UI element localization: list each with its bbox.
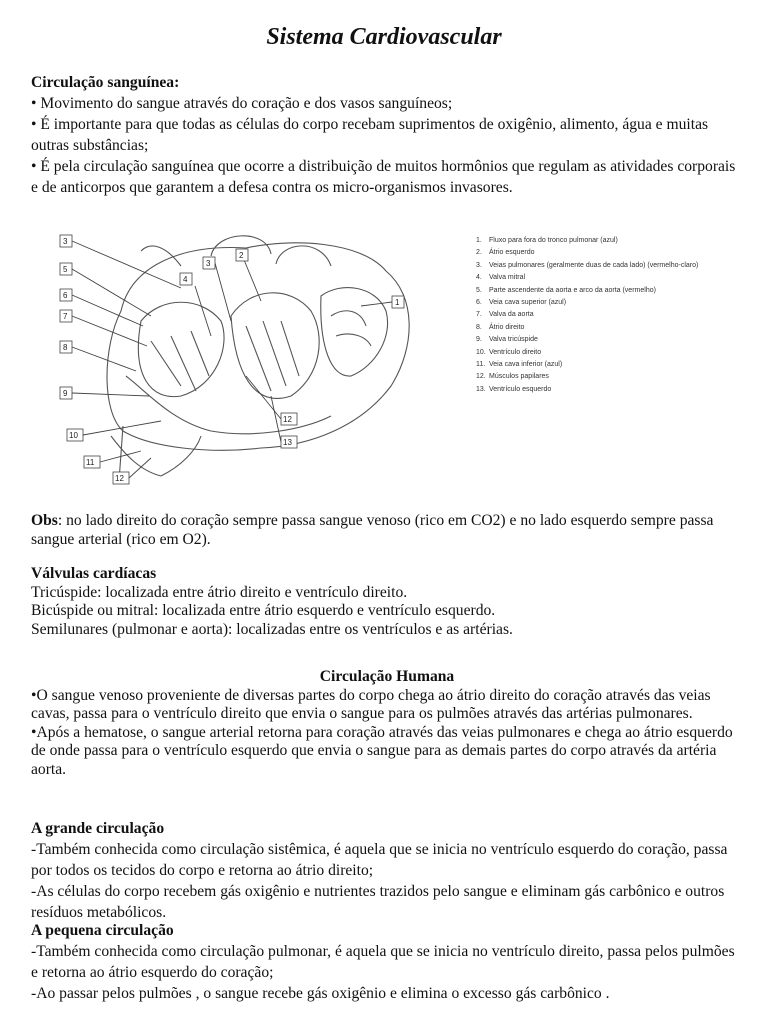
callout-label [60, 289, 72, 301]
legend-item [476, 359, 736, 371]
svg-text:12: 12 [115, 474, 124, 483]
svg-text:4: 4 [183, 275, 188, 284]
legend-item [476, 334, 736, 346]
svg-text:1: 1 [395, 298, 400, 307]
svg-text:2: 2 [239, 251, 244, 260]
legend-text: Valva mitral [489, 274, 526, 282]
callout-label [236, 249, 248, 261]
valve-line: Semilunares (pulmonar e aorta): localizadas entre os ventrículos e as artérias. [31, 620, 513, 638]
callout-label [84, 456, 100, 468]
callout-label [60, 235, 72, 247]
legend-text: Átrio direito [489, 323, 525, 331]
systemic-circulation-section [31, 818, 743, 923]
legend-item [476, 235, 736, 247]
systemic-heading: A grande circulação [31, 820, 165, 837]
legend-text: Veias pulmonares (geralmente duas de cada lado) (vermelho-claro) [489, 261, 699, 269]
callout-leader-lines [72, 241, 392, 478]
circulation-bullet: • É importante para que todas as células do corpo recebam suprimentos de oxigênio, alimento, água e muitas outras substâncias; [31, 116, 709, 154]
valve-line: Bicúspide ou mitral: localizada entre átrio esquerdo e ventrículo esquerdo. [31, 602, 496, 619]
svg-text:12: 12 [283, 415, 292, 424]
circulation-bullet: • É pela circulação sanguínea que ocorre a distribuição de muitos hormônios que regulam as atividades corporais e de anticorpos que garantem a defesa contra os micro-organismos invasores. [31, 158, 736, 196]
valves-section [31, 565, 743, 639]
pulmonary-heading: A pequena circulação [31, 922, 174, 939]
callout-label [203, 257, 215, 269]
callout-label [60, 263, 72, 275]
callout-label [67, 429, 83, 441]
svg-text:3: 3 [63, 237, 68, 246]
callout-label [392, 296, 404, 308]
legend-text: 1. [476, 237, 482, 244]
legend-item [476, 247, 736, 259]
heart-illustration [107, 236, 409, 481]
obs-text: : no lado direito do coração sempre passa sangue venoso (rico em CO2) e no lado esquerdo sempre passa sangue arterial (rico em O2). [31, 512, 714, 548]
callout-label [60, 341, 72, 353]
svg-text:5: 5 [63, 265, 68, 274]
legend-text: Valva da aorta [489, 311, 534, 319]
callout-label [113, 472, 129, 484]
systemic-line: -As células do corpo recebem gás oxigênio e nutrientes trazidos pelo sangue e eliminam gás carbônico e outros resíduos metabólicos. [31, 883, 725, 921]
obs-paragraph [31, 512, 743, 549]
svg-text:8: 8 [63, 343, 68, 352]
circulation-heading: Circulação sanguínea: [31, 74, 180, 91]
circulation-bullet: • Movimento do sangue através do coração e dos vasos sanguíneos; [31, 95, 453, 112]
svg-text:3: 3 [206, 259, 211, 268]
legend-item [476, 347, 736, 359]
systemic-line: -Também conhecida como circulação sistêmica, é aquela que se inicia no ventrículo esquerdo do coração, passa por todos os tecidos do corpo e retorna ao átrio direito; [31, 841, 728, 879]
legend-text: Fluxo para fora do tronco pulmonar (azul) [489, 237, 618, 244]
valve-line: Tricúspide: localizada entre átrio direito e ventrículo direito. [31, 583, 408, 601]
valves-heading: Válvulas cardíacas [31, 565, 157, 582]
circulation-section [31, 72, 743, 198]
svg-text:9: 9 [63, 389, 68, 398]
callout-label [60, 310, 72, 322]
callout-label [281, 413, 297, 425]
legend-item [476, 322, 736, 334]
legend-item [476, 297, 736, 309]
pulmonary-line: -Ao passar pelos pulmões , o sangue recebe gás oxigênio e elimina o excesso gás carbônico . [31, 985, 610, 1002]
human-circulation-heading: Circulação Humana [319, 668, 455, 685]
human-circulation-paragraph: •O sangue venoso proveniente de diversas partes do corpo chega ao átrio direito do coração através das veias cavas, passa para o ventrículo direito que envia o sangue para os pulmões através das artérias pulmonares. [31, 686, 711, 722]
legend-text: Ventrículo direito [489, 348, 542, 356]
legend-text: 12. [476, 373, 486, 381]
legend-item [476, 285, 736, 297]
svg-text:6: 6 [63, 291, 68, 300]
legend-text: 11. [476, 361, 486, 369]
legend-text: 10. [476, 348, 486, 356]
legend-text: 6. [476, 299, 482, 307]
legend-item [476, 260, 736, 272]
legend-text: 7. [476, 311, 482, 319]
legend-text: 9. [476, 336, 482, 344]
legend-item [476, 384, 736, 396]
human-circulation-paragraph: •Após a hematose, o sangue arterial retorna para coração através das veias pulmonares e chega ao átrio esquerdo de onde passa para o ventrículo esquerdo que envia o sangue para as demais partes do corpo através da artéria aorta. [31, 723, 733, 778]
legend-text: Ventrículo esquerdo [489, 385, 552, 393]
obs-label: Obs [31, 512, 58, 529]
legend-item [476, 309, 736, 321]
pulmonary-line: -Também conhecida como circulação pulmonar, é aquela que se inicia no ventrículo direito, passa pelos pulmões e retorna ao átrio esquerdo do coração; [31, 943, 735, 981]
legend-text: 3. [476, 261, 482, 269]
callout-label [281, 436, 297, 448]
svg-text:11: 11 [86, 458, 95, 467]
legend-text: 5. [476, 286, 482, 294]
legend-text: Átrio esquerdo [489, 249, 535, 257]
legend-text: Veia cava inferior (azul) [489, 361, 563, 369]
diagram-legend [476, 235, 736, 396]
legend-text: 8. [476, 323, 482, 331]
legend-text: Músculos papilares [489, 373, 549, 381]
pulmonary-circulation-section [31, 920, 743, 1004]
legend-text: 2. [476, 249, 482, 257]
legend-text: Valva tricúspide [489, 336, 538, 344]
legend-text: 4. [476, 274, 482, 282]
legend-item [476, 272, 736, 284]
page-title: Sistema Cardiovascular [266, 24, 502, 50]
callout-label [180, 273, 192, 285]
svg-text:7: 7 [63, 312, 68, 321]
svg-text:13: 13 [283, 438, 292, 447]
legend-text: Parte ascendente da aorta e arco da aorta (vermelho) [489, 286, 656, 294]
legend-item [476, 371, 736, 383]
callout-label [60, 387, 72, 399]
human-circulation-section [31, 668, 743, 779]
legend-text: 13. [476, 385, 486, 393]
legend-text: Veia cava superior (azul) [489, 299, 567, 307]
svg-text:10: 10 [69, 431, 78, 440]
